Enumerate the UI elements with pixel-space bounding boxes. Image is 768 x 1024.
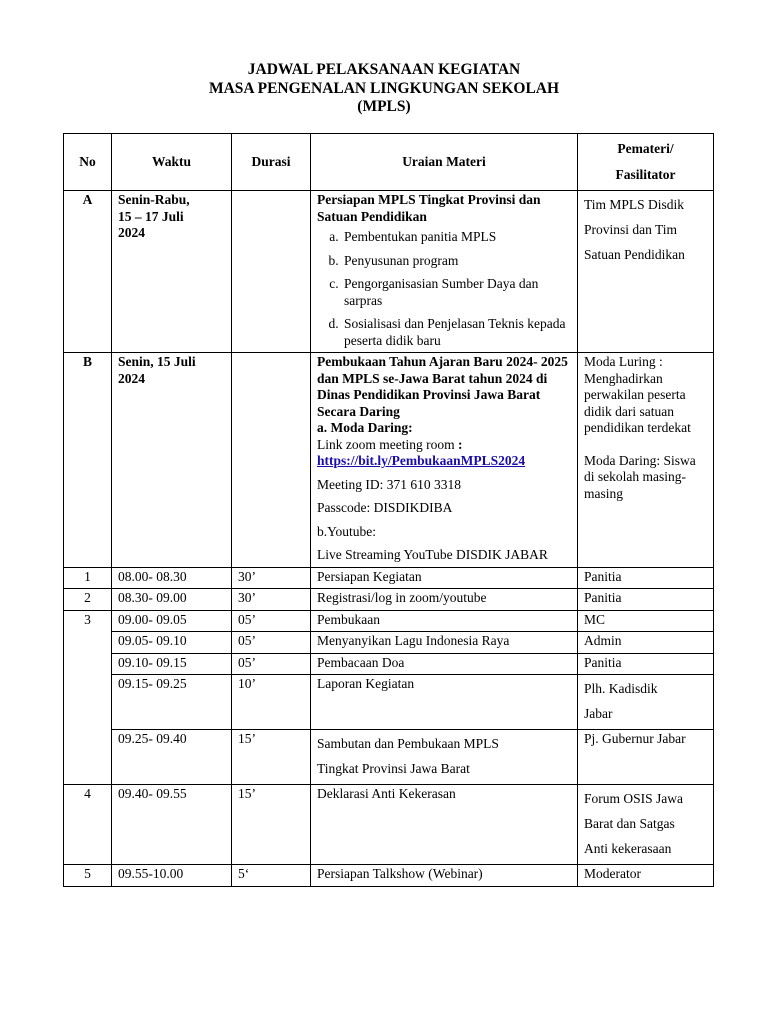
cell-durasi bbox=[232, 191, 311, 353]
cell-waktu bbox=[112, 353, 232, 568]
cell-waktu: 09.05- 09.10 bbox=[112, 632, 232, 654]
table-row bbox=[64, 632, 714, 654]
waktu-line: Senin-Rabu, bbox=[118, 192, 190, 207]
cell-waktu: 09.40- 09.55 bbox=[112, 785, 232, 865]
uraian-line: Tingkat Provinsi Jawa Barat bbox=[317, 761, 470, 776]
cell-no: 5 bbox=[64, 865, 112, 887]
pemateri-line: Provinsi dan Tim bbox=[584, 222, 678, 237]
cell-no: 4 bbox=[64, 785, 112, 865]
zoom-label: Link zoom meeting room bbox=[317, 436, 455, 452]
table-row bbox=[64, 865, 714, 887]
pemateri-line: Tim MPLS Disdik bbox=[584, 197, 685, 212]
title-line-1: JADWAL PELAKSANAAN KEGIATAN bbox=[247, 61, 521, 78]
cell-waktu: 09.15- 09.25 bbox=[112, 675, 232, 730]
table-row bbox=[64, 653, 714, 675]
cell-uraian: Menyanyikan Lagu Indonesia Raya bbox=[311, 632, 578, 654]
youtube-label: b.Youtube: bbox=[317, 523, 377, 539]
cell-no: 2 bbox=[64, 589, 112, 611]
list-item: b. Penyusunan program bbox=[342, 253, 571, 270]
uraian-heading: Persiapan MPLS Tingkat Provinsi dan Satuan Pendidikan bbox=[317, 192, 541, 224]
cell-no: 1 bbox=[64, 567, 112, 589]
cell-uraian: Persiapan Talkshow (Webinar) bbox=[311, 865, 578, 887]
header-pemateri bbox=[578, 134, 714, 191]
header-no: No bbox=[64, 134, 112, 191]
waktu-line: 2024 bbox=[118, 225, 145, 240]
cell-pemateri: Moderator bbox=[578, 865, 714, 887]
cell-uraian: Pembacaan Doa bbox=[311, 653, 578, 675]
passcode: Passcode: DISDIKDIBA bbox=[317, 500, 453, 515]
cell-waktu: 09.00- 09.05 bbox=[112, 610, 232, 632]
table-row bbox=[64, 589, 714, 611]
cell-uraian: Pembukaan bbox=[311, 610, 578, 632]
table-header-row bbox=[64, 134, 714, 191]
header-pemateri-line1: Pemateri/ bbox=[617, 141, 674, 156]
cell-waktu: 08.30- 09.00 bbox=[112, 589, 232, 611]
zoom-link[interactable]: https://bit.ly/PembukaanMPLS2024 bbox=[317, 453, 526, 468]
cell-waktu: 09.25- 09.40 bbox=[112, 730, 232, 785]
table-row bbox=[64, 730, 714, 785]
cell-uraian bbox=[311, 730, 578, 785]
cell-pemateri: Admin bbox=[578, 632, 714, 654]
table-row bbox=[64, 567, 714, 589]
title-line-3: (MPLS) bbox=[357, 98, 411, 115]
cell-pemateri bbox=[578, 785, 714, 865]
cell-uraian: Laporan Kegiatan bbox=[311, 675, 578, 730]
cell-durasi: 30’ bbox=[232, 567, 311, 589]
list-item: a. Pembentukan panitia MPLS bbox=[342, 229, 571, 246]
cell-waktu: 08.00- 08.30 bbox=[112, 567, 232, 589]
cell-pemateri bbox=[578, 191, 714, 353]
cell-uraian: Deklarasi Anti Kekerasan bbox=[311, 785, 578, 865]
cell-uraian bbox=[311, 191, 578, 353]
cell-uraian bbox=[311, 353, 578, 568]
cell-durasi: 15’ bbox=[232, 785, 311, 865]
pemateri-daring: Moda Daring: Siswa di sekolah masing-masing bbox=[584, 452, 696, 501]
cell-pemateri bbox=[578, 353, 714, 568]
cell-waktu: 09.55-10.00 bbox=[112, 865, 232, 887]
cell-waktu: 09.10- 09.15 bbox=[112, 653, 232, 675]
schedule-table bbox=[63, 133, 714, 887]
cell-pemateri bbox=[578, 675, 714, 730]
zoom-colon: : bbox=[454, 436, 463, 452]
table-row-b bbox=[64, 353, 714, 568]
cell-durasi: 30’ bbox=[232, 589, 311, 611]
cell-durasi: 05’ bbox=[232, 632, 311, 654]
cell-pemateri: Panitia bbox=[578, 567, 714, 589]
meeting-id: Meeting ID: 371 610 3318 bbox=[317, 476, 461, 492]
youtube-text: Live Streaming YouTube DISDIK JABAR bbox=[317, 547, 548, 562]
header-uraian: Uraian Materi bbox=[311, 134, 578, 191]
cell-pemateri: Pj. Gubernur Jabar bbox=[578, 730, 714, 785]
zoom-label-line bbox=[317, 437, 571, 454]
pemateri-line: Forum OSIS Jawa bbox=[584, 791, 684, 806]
cell-durasi: 15’ bbox=[232, 730, 311, 785]
moda-daring-label: a. Moda Daring: bbox=[317, 420, 413, 435]
title-line-2: MASA PENGENALAN LINGKUNGAN SEKOLAH bbox=[208, 79, 560, 97]
table-row-a bbox=[64, 191, 714, 353]
cell-uraian: Persiapan Kegiatan bbox=[311, 567, 578, 589]
document-title bbox=[0, 61, 768, 117]
cell-durasi bbox=[232, 353, 311, 568]
cell-durasi: 5‘ bbox=[232, 865, 311, 887]
pemateri-luring: Moda Luring : Menghadirkan perwakilan peserta didik dari satuan pendidikan terdekat bbox=[584, 354, 691, 435]
cell-pemateri: Panitia bbox=[578, 589, 714, 611]
list-item: d. Sosialisasi dan Penjelasan Teknis kepada peserta didik baru bbox=[342, 316, 571, 349]
cell-no: B bbox=[64, 353, 112, 568]
header-waktu: Waktu bbox=[112, 134, 232, 191]
cell-waktu bbox=[112, 191, 232, 353]
waktu-line: Senin, 15 Juli bbox=[118, 354, 196, 369]
cell-durasi: 05’ bbox=[232, 610, 311, 632]
uraian-line: Sambutan dan Pembukaan MPLS bbox=[317, 736, 499, 751]
cell-no: A bbox=[64, 191, 112, 353]
pemateri-line: Plh. Kadisdik bbox=[584, 681, 658, 696]
table-row bbox=[64, 785, 714, 865]
pemateri-line: Jabar bbox=[584, 706, 613, 721]
waktu-line: 2024 bbox=[118, 370, 145, 386]
cell-pemateri: Panitia bbox=[578, 653, 714, 675]
preparation-list bbox=[317, 229, 571, 349]
cell-uraian: Registrasi/log in zoom/youtube bbox=[311, 589, 578, 611]
cell-pemateri: MC bbox=[578, 610, 714, 632]
header-durasi: Durasi bbox=[232, 134, 311, 191]
cell-no: 3 bbox=[64, 610, 112, 785]
pemateri-line: Barat dan Satgas bbox=[584, 816, 675, 831]
table-row bbox=[64, 610, 714, 632]
uraian-heading: Pembukaan Tahun Ajaran Baru 2024- 2025 dan MPLS se-Jawa Barat tahun 2024 di Dinas Pendidikan Provinsi Jawa Barat Secara Daring bbox=[317, 354, 568, 419]
pemateri-line: Anti kekerasaan bbox=[584, 841, 672, 856]
waktu-line: 15 – 17 Juli bbox=[118, 208, 184, 224]
header-pemateri-line2: Fasilitator bbox=[615, 167, 676, 182]
pemateri-line: Satuan Pendidikan bbox=[584, 247, 685, 262]
cell-durasi: 05’ bbox=[232, 653, 311, 675]
table-row bbox=[64, 675, 714, 730]
list-item: c. Pengorganisasian Sumber Daya dan sarpras bbox=[342, 276, 571, 309]
cell-durasi: 10’ bbox=[232, 675, 311, 730]
